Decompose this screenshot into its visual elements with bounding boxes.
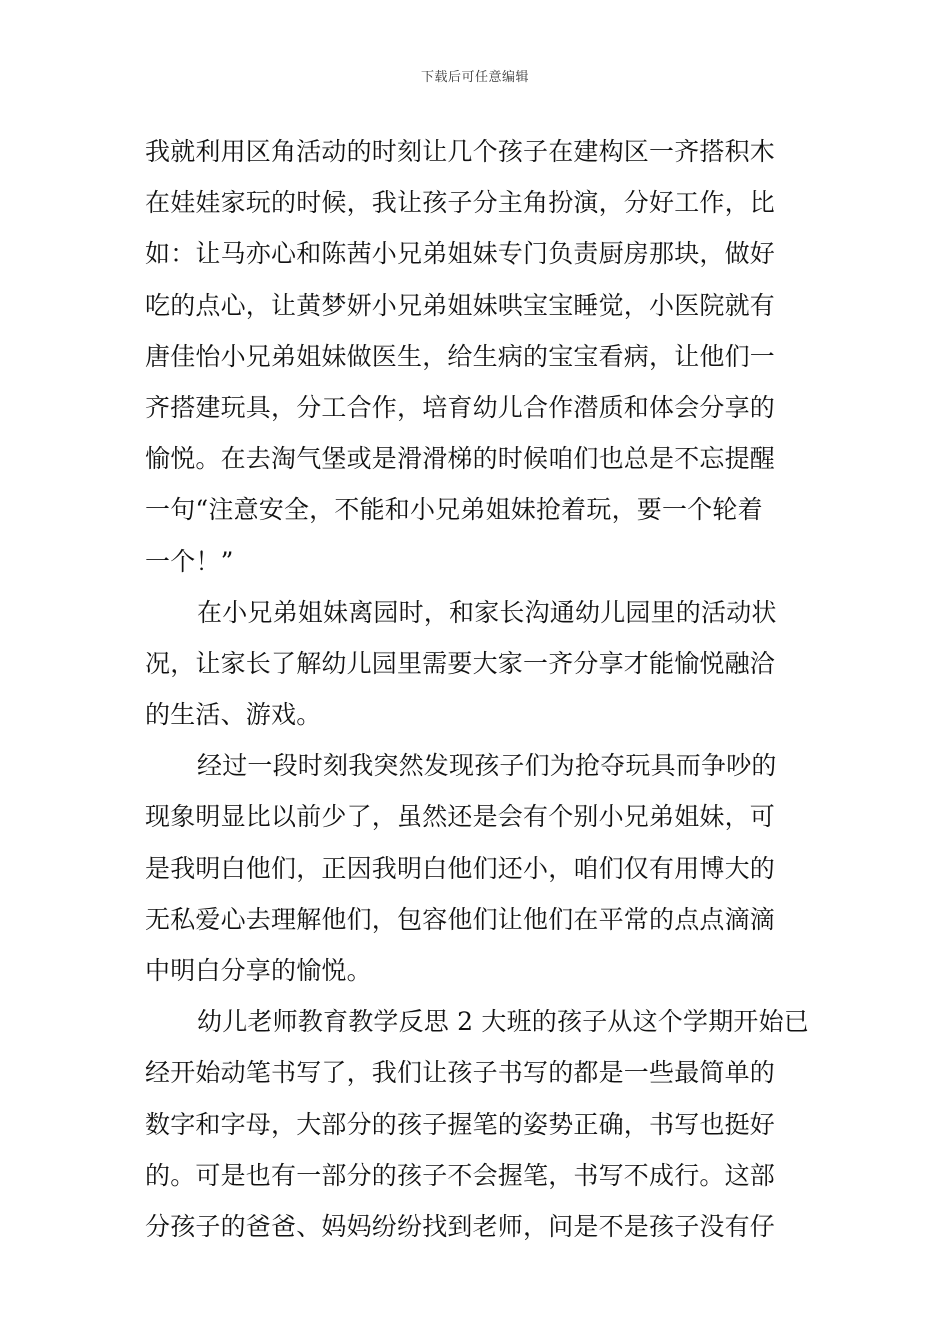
text-line: 况，让家长了解幼儿园里需要大家一齐分享才能愉悦融洽 bbox=[145, 648, 776, 678]
text-line: 在小兄弟姐妹离园时，和家长沟通幼儿园里的活动状 bbox=[197, 597, 777, 627]
text-line: 经过一段时刻我突然发现孩子们为抢夺玩具而争吵的 bbox=[197, 751, 777, 781]
text-line: 是我明白他们，正因我明白他们还小，咱们仅有用博大的 bbox=[145, 853, 776, 883]
page-header: 下载后可任意编辑 bbox=[420, 70, 529, 85]
text-line: 愉悦。在去淘气堡或是滑滑梯的时候咱们也总是不忘提醒 bbox=[145, 444, 776, 474]
text-line: 无私爱心去理解他们，包容他们让他们在平常的点点滴滴 bbox=[145, 904, 776, 934]
text-line: 如：让马亦心和陈茜小兄弟姐妹专门负责厨房那块，做好 bbox=[145, 239, 776, 269]
text-line: 齐搭建玩具，分工合作，培育幼儿合作潜质和体会分享的 bbox=[145, 392, 776, 422]
text-line: 唐佳怡小兄弟姐妹做医生，给生病的宝宝看病，让他们一 bbox=[145, 341, 776, 371]
text-line: 现象明显比以前少了，虽然还是会有个别小兄弟姐妹，可 bbox=[145, 802, 776, 832]
text-line: 数字和字母，大部分的孩子握笔的姿势正确，书写也挺好 bbox=[145, 1109, 776, 1139]
text-line: 中明白分享的愉悦。 bbox=[145, 956, 372, 985]
text-line: 的。可是也有一部分的孩子不会握笔，书写不成行。这部 bbox=[145, 1160, 776, 1190]
text-line: 的生活、游戏。 bbox=[145, 700, 322, 730]
text-line: 分孩子的爸爸、妈妈纷纷找到老师，问是不是孩子没有仔 bbox=[145, 1211, 776, 1241]
document-body bbox=[145, 126, 815, 1252]
text-line: 一个！” bbox=[145, 546, 234, 576]
text-line: 一句“注意安全，不能和小兄弟姐妹抢着玩，要一个轮着 bbox=[145, 495, 763, 525]
text-line: 吃的点心，让黄梦妍小兄弟姐妹哄宝宝睡觉，小医院就有 bbox=[145, 290, 776, 320]
text-line: 经开始动笔书写了，我们让孩子书写的都是一些最简单的 bbox=[145, 1058, 776, 1088]
text-line: 在娃娃家玩的时候，我让孩子分主角扮演，分好工作，比 bbox=[145, 188, 776, 218]
text-line: 幼儿老师教育教学反思 2 大班的孩子从这个学期开始已 bbox=[197, 1007, 810, 1037]
text-line: 我就利用区角活动的时刻让几个孩子在建构区一齐搭积木 bbox=[145, 137, 776, 166]
